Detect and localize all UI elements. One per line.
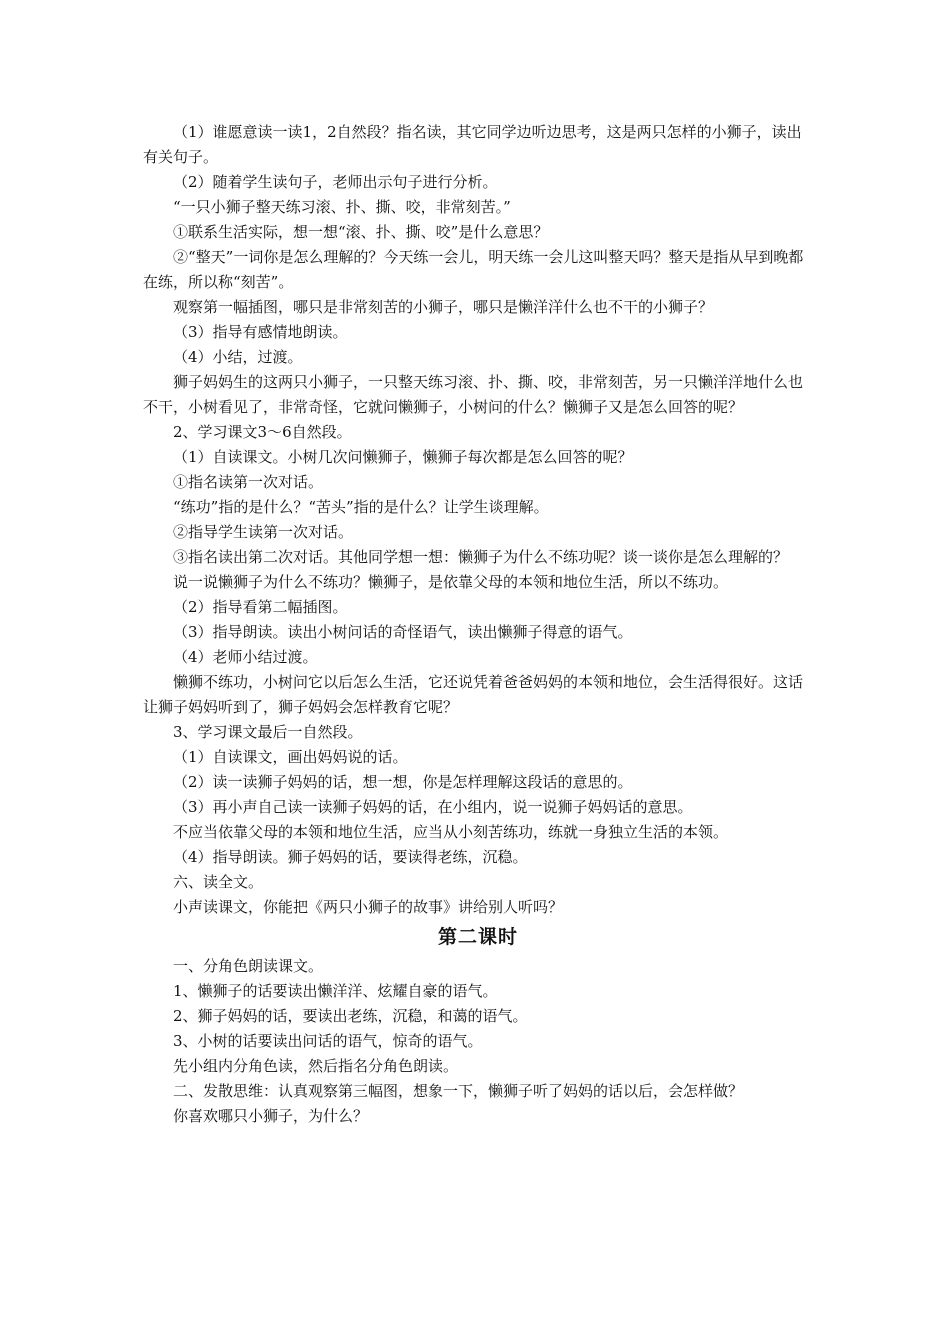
paragraph: “练功”指的是什么？“苦头”指的是什么？让学生谈理解。 [173,498,549,516]
paragraph: 说一说懒狮子为什么不练功？懒狮子，是依靠父母的本领和地位生活，所以不练功。 [173,573,729,591]
paragraph: 3、学习课文最后一自然段。 [173,723,363,741]
paragraph: 你喜欢哪只小狮子，为什么？ [173,1107,369,1125]
paragraph: 不应当依靠父母的本领和地位生活，应当从小刻苦练功，练就一身独立生活的本领。 [173,823,729,841]
paragraph: （3）再小声自己读一读狮子妈妈的话，在小组内，说一说狮子妈妈话的意思。 [173,798,693,816]
paragraph: （4）小结，过渡。 [173,348,303,366]
paragraph: 狮子妈妈生的这两只小狮子，一只整天练习滚、扑、撕、咬，非常刻苦，另一只懒洋洋地什么也不干，小树看见了，非常奇怪，它就问懒狮子，小树问的什么？懒狮子又是怎么回答的呢？ [143,373,804,416]
paragraph: （1）自读课文，画出妈妈说的话。 [173,748,408,766]
paragraph: ①指名读第一次对话。 [173,473,324,491]
paragraph: ②指导学生读第一次对话。 [173,523,354,541]
paragraph: ①联系生活实际，想一想“滚、扑、撕、咬”是什么意思？ [173,223,549,241]
paragraph: （4）老师小结过渡。 [173,648,318,666]
paragraph: 观察第一幅插图，哪只是非常刻苦的小狮子，哪只是懒洋洋什么也不干的小狮子？ [173,298,714,316]
paragraph: 2、学习课文3～6自然段。 [173,423,352,441]
paragraph: 2、狮子妈妈的话，要读出老练，沉稳，和蔼的语气。 [173,1007,528,1025]
document-body [143,120,813,1129]
paragraph: （1）自读课文。小树几次问懒狮子，懒狮子每次都是怎么回答的呢？ [173,448,633,466]
paragraph: ②“整天”一词你是怎么理解的？今天练一会儿，明天练一会儿这叫整天吗？整天是指从早到晚都在练，所以称“刻苦”。 [143,248,804,291]
paragraph: 1、懒狮子的话要读出懒洋洋、炫耀自豪的语气。 [173,982,498,1000]
paragraph: （1）谁愿意读一读1，2自然段？指名读，其它同学边听边思考，这是两只怎样的小狮子，读出有关句子。 [143,123,802,166]
paragraph: 3、小树的话要读出问话的语气，惊奇的语气。 [173,1032,483,1050]
paragraph: （2）指导看第二幅插图。 [173,598,348,616]
paragraph: 二、发散思维：认真观察第三幅图，想象一下，懒狮子听了妈妈的话以后，会怎样做？ [173,1082,744,1100]
paragraph: 六、读全文。 [173,873,264,891]
paragraph: “一只小狮子整天练习滚、扑、撕、咬，非常刻苦。” [173,198,511,216]
paragraph: 先小组内分角色读，然后指名分角色朗读。 [173,1057,459,1075]
section-heading: 第二课时 [437,926,518,948]
paragraph: ③指名读出第二次对话。其他同学想一想：懒狮子为什么不练功呢？谈一谈你是怎么理解的？ [173,548,789,566]
paragraph: （2）随着学生读句子，老师出示句子进行分析。 [173,173,498,191]
paragraph: （3）指导有感情地朗读。 [173,323,348,341]
paragraph: 小声读课文，你能把《两只小狮子的故事》讲给别人听吗？ [173,898,564,916]
paragraph: （3）指导朗读。读出小树问话的奇怪语气，读出懒狮子得意的语气。 [173,623,633,641]
paragraph: （2）读一读狮子妈妈的话，想一想，你是怎样理解这段话的意思的。 [173,773,633,791]
paragraph: （4）指导朗读。狮子妈妈的话，要读得老练，沉稳。 [173,848,528,866]
paragraph: 懒狮不练功，小树问它以后怎么生活，它还说凭着爸爸妈妈的本领和地位，会生活得很好。这话让狮子妈妈听到了，狮子妈妈会怎样教育它呢？ [143,673,804,716]
paragraph: 一、分角色朗读课文。 [173,957,324,975]
